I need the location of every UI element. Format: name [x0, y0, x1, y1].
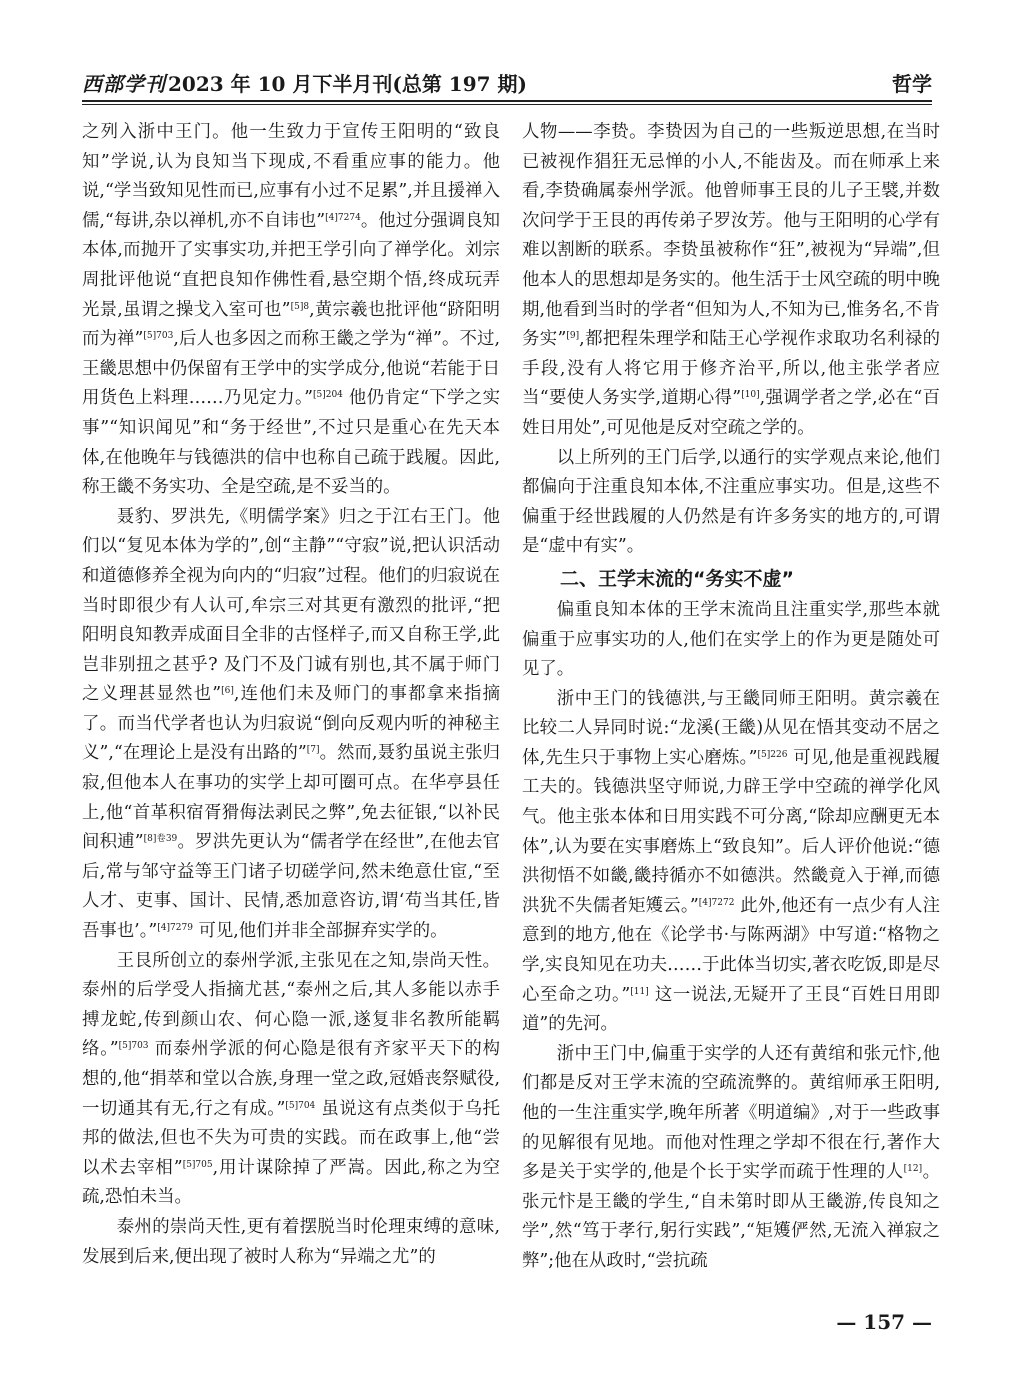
- text-run: 他仍肯定“下学之实事”“知识闻见”和“务于经世”,不过只是重心在先天本体,在他晚年与钱德洪的信中也称自己疏于践履。因此,称王畿不务实功、全是空疏,是不妥当的。: [82, 388, 500, 498]
- paragraph: [522, 685, 940, 1040]
- text-run: 泰州的崇尚天性,更有着摆脱当时伦理束缚的意味,发展到后来,便出现了被时人称为“异端之尤”的: [82, 1216, 500, 1267]
- text-run: 之列入浙中王门。他一生致力于宣传王阳明的“致良知”学说,认为良知当下现成,不看重应事的能力。他说,“学当致知见性而已,应事有小过不足累”,并且援禅入儒,“每讲,杂以禅机,亦不自讳也”: [82, 122, 500, 231]
- citation-marker: [5]8: [290, 301, 310, 312]
- paragraph: [522, 596, 940, 685]
- citation-marker: [10]: [741, 390, 760, 401]
- text-run: 以上所列的王门后学,以通行的实学观点来论,他们都偏向于注重良知本体,不注重应事实功。但是,这些不偏重于经世践履的人仍然是有许多务实的地方的,可谓是“虚中有实”。: [522, 447, 940, 557]
- text-run: 。他过分强调良知本体,而抛开了实事实功,并把王学引向了禅学化。刘宗周批评他说“直把良知作佛性看,悬空期个悟,终成玩弄光景,虽谓之操戈入室可也”: [82, 210, 500, 320]
- citation-marker: [5]703: [118, 1041, 149, 1052]
- text-run: 这一说法,无疑开了王艮“百姓日用即道”的先河。: [522, 984, 940, 1035]
- journal-logo: 西部学刊: [82, 72, 166, 96]
- text-run: 。罗洪先更认为“儒者学在经世”,在他去官后,常与邹守益等王门诸子切磋学问,然未绝意仕宦,“至人才、吏事、国计、民情,悉加意咨访,谓‘苟当其任,皆吾事也’。”: [82, 832, 500, 942]
- paragraph: [522, 118, 940, 444]
- citation-marker: [6]: [221, 686, 234, 697]
- text-run: 。然而,聂豹虽说主张归寂,但他本人在事功的实学上却可圈可点。在华亭县任上,他“首革积宿胥猾侮法剥民之弊”,免去征银,“以补民间积逋”: [82, 743, 500, 853]
- issue-label: 2023 年 10 月下半月刊(总第 197 期): [168, 72, 527, 96]
- text-run: ,连他们未及师门的事都拿来指摘了。而当代学者也认为归寂说“倒向反观内听的神秘主义”,“在理论上是没有出路的”: [82, 684, 500, 764]
- text-run: ,黄宗羲也批评他“跻阳明而为禅”: [82, 299, 500, 350]
- text-run: 聂豹、罗洪先,《明儒学案》归之于江右王门。他们以“复见本体为学的”,创“主静”“守寂”说,把认识活动和道德修养全视为向内的“归寂”过程。他们的归寂说在当时即很少有人认可,牟宗三对其更有激烈的批评,“把阳明良知教弄成面目全非的古怪样子,而又自称王学,此岂非别扭之甚乎? 及门不及门诚有别也,其不属于师门之义理甚显然也”: [82, 506, 500, 705]
- citation-marker: [5]204: [312, 390, 343, 401]
- paragraph: [82, 118, 500, 503]
- text-run: 浙中王门中,偏重于实学的人还有黄绾和张元忭,他们都是反对王学末流的空疏流弊的。黄绾师承王阳明,他的一生注重实学,晚年所著《明道编》,对于一些政事的见解很有见地。而他对性理之学却不很在行,著作大多是关于实学的,他是个长于实学而疏于性理的人: [522, 1043, 940, 1183]
- paragraph: [82, 947, 500, 1213]
- citation-marker: [5]704: [285, 1100, 316, 1111]
- text-run: 浙中王门的钱德洪,与王畿同师王阳明。黄宗羲在比较二人异同时说:“龙溪(王畿)从见在悟其变动不居之体,先生只于事物上实心磨炼。”: [522, 688, 940, 768]
- citation-marker: [12]: [903, 1164, 923, 1175]
- text-run: ,都把程朱理学和陆王心学视作求取功名利禄的手段,没有人将它用于修齐治平,所以,他主张学者应当“要使人务实学,道期心得”: [522, 329, 940, 409]
- text-run: 可见,他们并非全部摒弃实学的。: [192, 921, 448, 942]
- paragraph: [522, 444, 940, 562]
- text-run: 虽说这有点类似于乌托邦的做法,但也不失为可贵的实践。而在政事上,他“尝以术去宰相”: [82, 1098, 500, 1178]
- citation-marker: [11]: [630, 986, 649, 997]
- citation-marker: [5]705: [182, 1159, 213, 1170]
- citation-marker: [8]卷39: [143, 834, 178, 845]
- citation-marker: [4]7272: [698, 897, 735, 908]
- citation-marker: [4]7279: [157, 923, 193, 934]
- left-column: [82, 118, 500, 1298]
- right-column: [522, 118, 940, 1298]
- paragraph: [82, 1213, 500, 1272]
- citation-marker: [5]226: [757, 749, 788, 760]
- citation-marker: [7]: [306, 745, 320, 756]
- paragraph: [82, 503, 500, 947]
- text-run: 。张元忭是王畿的学生,“自未第时即从王畿游,传良知之学”,然“笃于孝行,躬行实践”,“矩矱俨然,无流入禅寂之弊”;他在从政时,“尝抗疏: [522, 1162, 940, 1271]
- text-run: 可见,他是重视践履工夫的。钱德洪坚守师说,力辟王学中空疏的禅学化风气。他主张本体和日用实践不可分离,“除却应酬更无本体”,认为要在实事磨炼上“致良知”。后人评价他说:“德洪彻悟不如畿,畿持循亦不如德洪。然畿竟入于禅,而德洪犹不失儒者矩矱云。”: [522, 747, 940, 916]
- journal-issue-line: [82, 68, 527, 97]
- page-number: — 157 —: [836, 1310, 932, 1334]
- header-rule-thin: [82, 104, 932, 105]
- citation-marker: [4]7274: [325, 212, 361, 223]
- text-run: 而泰州学派的何心隐是很有齐家平天下的构想的,他“捐萃和堂以合族,身理一堂之政,冠婚丧祭赋役,一切通其有无,行之有成。”: [82, 1039, 500, 1119]
- text-run: ,强调学者之学,必在“百姓日用处”,可见他是反对空疏之学的。: [522, 388, 940, 438]
- text-run: 王艮所创立的泰州学派,主张见在之知,崇尚天性。泰州的后学受人指摘尤甚,“泰州之后,其人多能以赤手搏龙蛇,传到颜山农、何心隐一派,遂复非名教所能羁络。”: [82, 950, 500, 1060]
- citation-marker: [9]: [566, 331, 580, 342]
- text-run: ,用计谋除掉了严嵩。因此,称之为空疏,恐怕未当。: [82, 1157, 500, 1208]
- header-rule: [82, 100, 932, 102]
- text-run: 此外,他还有一点少有人注意到的地方,他在《论学书·与陈两湖》中写道:“格物之学,实良知见在功夫……于此体当切实,著衣吃饭,即是尽心至命之功。”: [522, 895, 940, 1005]
- text-run: ,后人也多因之而称王畿之学为“禅”。不过,王畿思想中仍保留有王学中的实学成分,他说“若能于日用货色上料理……乃见定力。”: [82, 329, 500, 409]
- text-run: 人物——李贽。李贽因为自己的一些叛逆思想,在当时已被视作猖狂无忌惮的小人,不能齿及。而在师承上来看,李贽确属泰州学派。他曾师事王艮的儿子王襞,并数次问学于王艮的再传弟子罗汝芳。他与王阳明的心学有难以割断的联系。李贽虽被称作“狂”,被视为“异端”,但他本人的思想却是务实的。他生活于士风空疏的明中晚期,他看到当时的学者“但知为人,不知为已,惟务名,不肯务实”: [522, 122, 940, 350]
- section-label: 哲学: [892, 72, 932, 96]
- text-run: 偏重良知本体的王学末流尚且注重实学,那些本就偏重于应事实功的人,他们在实学上的作为更是随处可见了。: [522, 599, 940, 680]
- section-heading: 二、王学末流的“务实不虚”: [560, 567, 794, 590]
- paragraph: [522, 1040, 940, 1277]
- citation-marker: [5]703: [143, 331, 174, 342]
- running-header: [82, 60, 932, 100]
